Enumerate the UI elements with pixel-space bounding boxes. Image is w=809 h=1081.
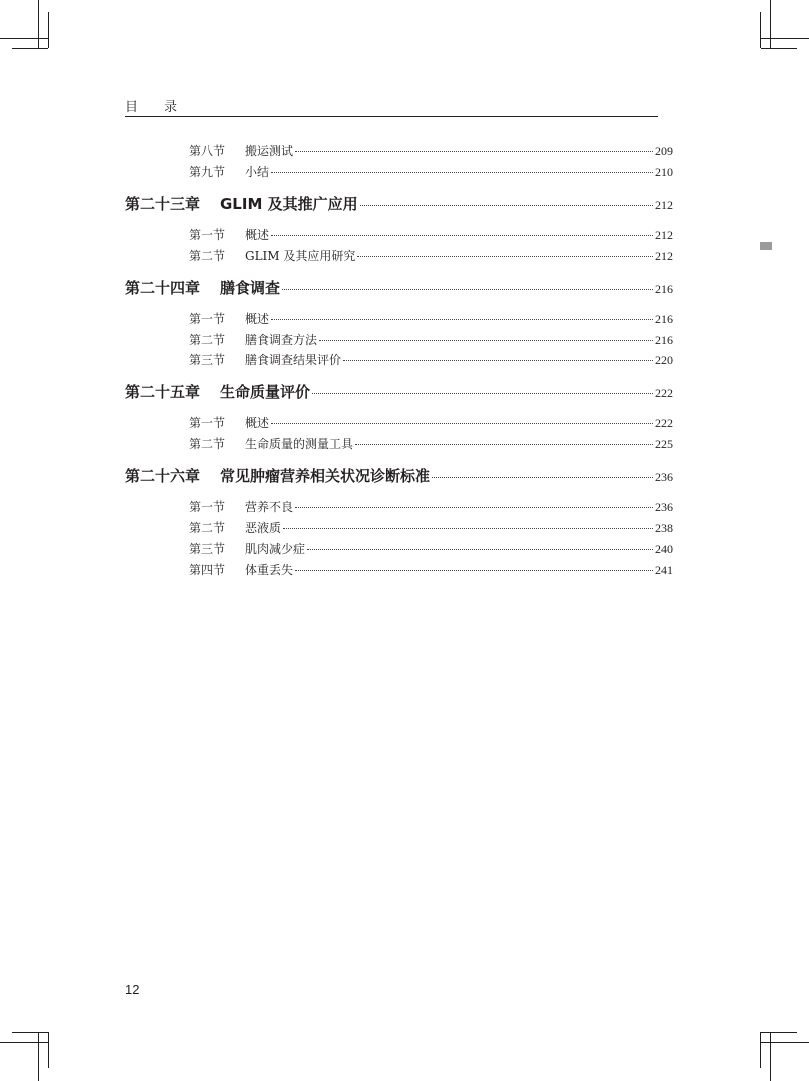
page-ref: 222 [655, 386, 673, 400]
page-ref: 240 [655, 542, 673, 556]
section-number: 第三节 [189, 353, 226, 367]
toc-chapter-entry[interactable] [0, 278, 809, 302]
page-ref: 210 [655, 165, 673, 179]
page-ref: 216 [655, 312, 673, 326]
toc-section-entry[interactable] [0, 541, 809, 561]
section-title: 小结 [245, 165, 270, 179]
dot-leader [271, 235, 653, 236]
toc-section-entry[interactable] [0, 499, 809, 519]
page-ref: 216 [655, 282, 673, 296]
section-number: 第四节 [189, 563, 226, 577]
page-ref: 241 [655, 563, 673, 577]
chapter-number: 第二十三章 [125, 195, 201, 213]
dot-leader [282, 289, 653, 290]
section-number: 第二节 [189, 249, 226, 263]
dot-leader [357, 256, 653, 257]
section-title: GLIM 及其应用研究 [245, 249, 356, 263]
dot-leader [360, 205, 653, 206]
page-ref: 216 [655, 333, 673, 347]
section-title: 营养不良 [245, 500, 294, 514]
section-number: 第一节 [189, 312, 226, 326]
toc-section-entry[interactable] [0, 562, 809, 582]
page-ref: 212 [655, 198, 673, 212]
section-title: 膳食调查方法 [245, 333, 318, 347]
toc-section-entry[interactable] [0, 520, 809, 540]
dot-leader [307, 549, 653, 550]
toc-section-entry[interactable] [0, 164, 809, 184]
chapter-number: 第二十四章 [125, 279, 201, 297]
header-rule [125, 116, 658, 117]
page-ref: 212 [655, 228, 673, 242]
toc-section-entry[interactable] [0, 248, 809, 268]
dot-leader [295, 570, 653, 571]
section-number: 第三节 [189, 542, 226, 556]
dot-leader [432, 477, 653, 478]
section-title: 生命质量的测量工具 [245, 437, 354, 451]
toc-section-entry[interactable] [0, 415, 809, 435]
dot-leader [271, 423, 653, 424]
dot-leader [271, 319, 653, 320]
toc-section-entry[interactable] [0, 311, 809, 331]
page-ref: 236 [655, 500, 673, 514]
section-title: 概述 [245, 416, 270, 430]
section-title: 搬运测试 [245, 144, 294, 158]
dot-leader [343, 360, 653, 361]
section-number: 第一节 [189, 416, 226, 430]
dot-leader [355, 444, 653, 445]
section-number: 第八节 [189, 144, 226, 158]
page-ref: 238 [655, 521, 673, 535]
page-ref: 225 [655, 437, 673, 451]
chapter-title: 生命质量评价 [220, 383, 311, 401]
section-number: 第二节 [189, 521, 226, 535]
toc-section-entry[interactable] [0, 332, 809, 352]
page-ref: 222 [655, 416, 673, 430]
dot-leader [312, 393, 653, 394]
toc-chapter-entry[interactable] [0, 194, 809, 218]
dot-leader [283, 528, 653, 529]
toc-section-entry[interactable] [0, 352, 809, 372]
section-title: 恶液质 [245, 521, 282, 535]
section-number: 第二节 [189, 333, 226, 347]
toc-section-entry[interactable] [0, 227, 809, 247]
page-ref: 209 [655, 144, 673, 158]
section-title: 概述 [245, 228, 270, 242]
dot-leader [295, 151, 653, 152]
section-title: 肌肉减少症 [245, 542, 306, 556]
toc-section-entry[interactable] [0, 436, 809, 456]
running-header [125, 96, 658, 116]
section-title: 膳食调查结果评价 [245, 353, 342, 367]
dot-leader [319, 340, 653, 341]
header-title: 目 录 [125, 100, 178, 115]
section-number: 第一节 [189, 500, 226, 514]
dot-leader [271, 172, 653, 173]
toc-section-entry[interactable] [0, 143, 809, 163]
section-title: 体重丢失 [245, 563, 294, 577]
footer-page-number: 12 [125, 982, 140, 997]
chapter-title: GLIM 及其推广应用 [220, 195, 358, 213]
section-number: 第二节 [189, 437, 226, 451]
chapter-title: 膳食调查 [220, 279, 281, 297]
dot-leader [295, 507, 653, 508]
section-number: 第九节 [189, 165, 226, 179]
chapter-title: 常见肿瘤营养相关状况诊断标准 [220, 467, 431, 485]
page-ref: 220 [655, 353, 673, 367]
section-number: 第一节 [189, 228, 226, 242]
chapter-number: 第二十五章 [125, 383, 201, 401]
chapter-number: 第二十六章 [125, 467, 201, 485]
page-ref: 212 [655, 249, 673, 263]
toc-chapter-entry[interactable] [0, 466, 809, 490]
page-ref: 236 [655, 470, 673, 484]
toc-chapter-entry[interactable] [0, 382, 809, 406]
section-title: 概述 [245, 312, 270, 326]
